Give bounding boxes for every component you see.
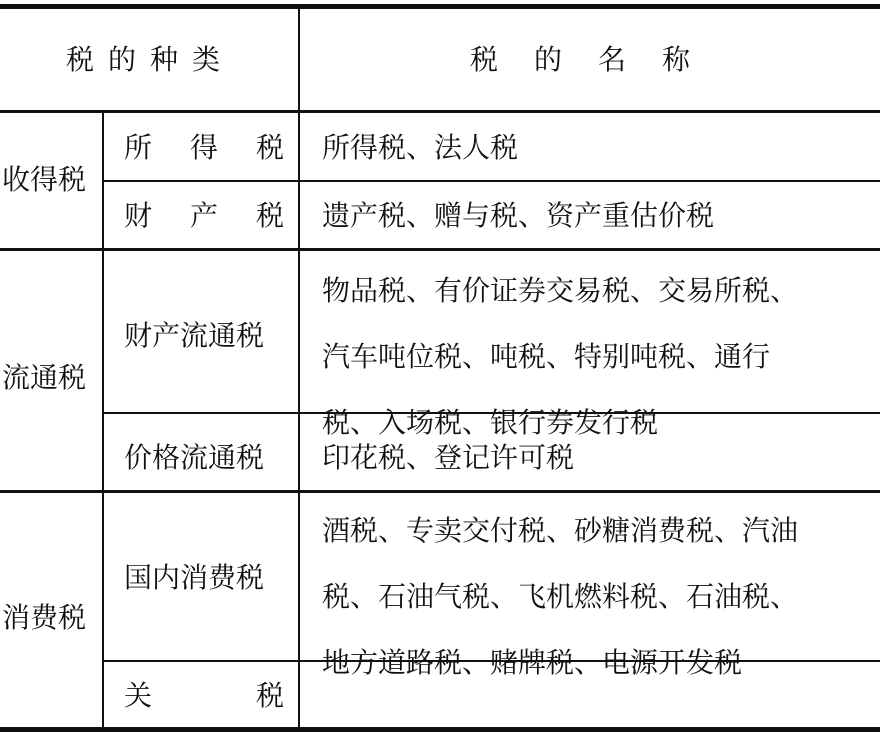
group-divider [0,490,880,493]
row-tax-names: 所得税、法人税 [322,131,519,164]
tax-names-line: 税、入场税、银行券发行税 [322,406,659,439]
row-tax-names: 印花税、登记许可税 [322,441,575,474]
header-bottom-rule [0,110,880,113]
subtype-char: 税 [255,199,284,232]
row-subtype: 国内消费税 [124,561,265,594]
row-subtype [124,199,284,232]
subtype-char: 税 [255,679,284,712]
row-subtype: 价格流通税 [124,441,265,474]
subtype-char: 得 [189,131,218,164]
column-divider-main [298,9,300,727]
row-subtype [124,131,284,164]
tax-names-line: 税、石油气税、飞机燃料税、石油税、 [322,580,799,613]
tax-names-line: 酒税、专卖交付税、砂糖消费税、汽油 [322,514,799,547]
tax-names-line: 物品税、有价证券交易税、交易所税、 [322,274,799,307]
group-divider [0,248,880,251]
group-label: 流通税 [2,361,87,394]
subtype-char: 产 [189,199,218,232]
group-label: 消费税 [2,601,87,634]
group-label: 收得税 [2,163,87,196]
row-subtype [124,679,284,712]
column-divider-group [102,113,104,727]
tax-names-line: 地方道路税、赌牌税、电源开发税 [322,646,743,679]
tax-names-line: 汽车吨位税、吨税、特别吨税、通行 [322,340,771,373]
subtype-char: 关 [124,679,153,712]
row-tax-names [322,258,798,456]
header-type-column: 税的种类 [66,43,235,76]
subtype-char: 财 [124,199,153,232]
table-top-rule [0,4,880,9]
table-bottom-rule [0,727,880,732]
subtype-char: 所 [124,131,153,164]
header-name-column: 税的名称 [470,43,727,76]
row-tax-names [322,498,798,696]
row-divider [104,180,880,182]
row-tax-names: 遗产税、赠与税、资产重估价税 [322,199,715,232]
row-subtype: 财产流通税 [124,319,265,352]
subtype-char: 税 [255,131,284,164]
